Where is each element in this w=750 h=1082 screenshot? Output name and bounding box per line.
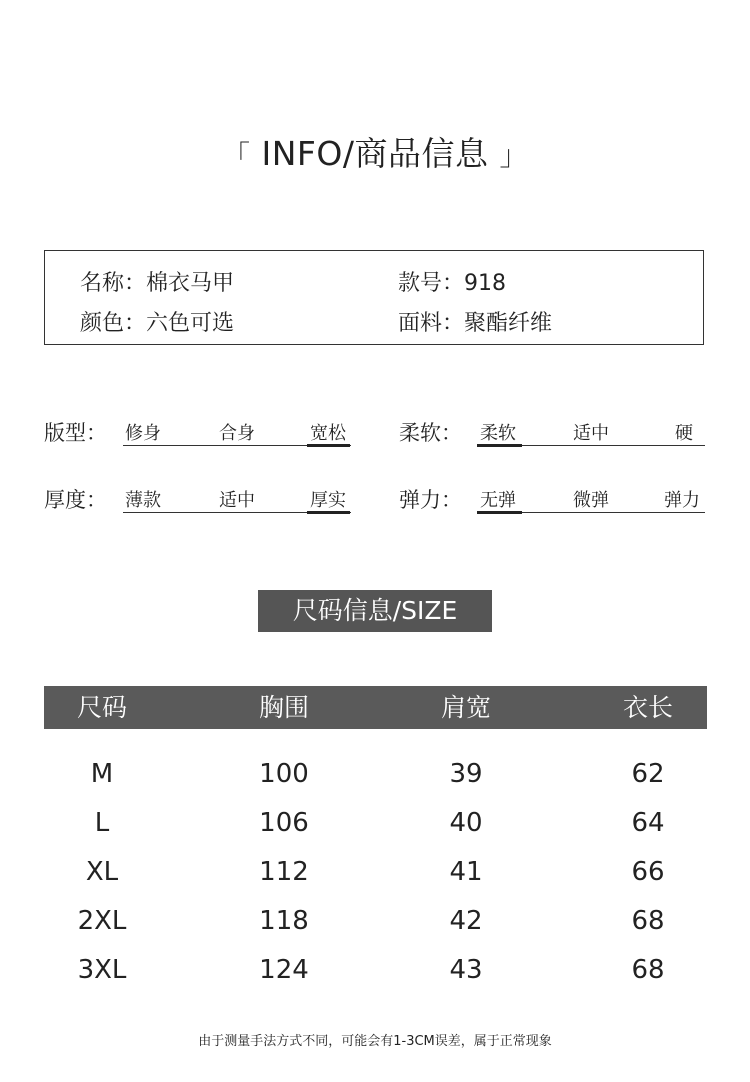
attr-softness-selected-marker	[477, 444, 522, 447]
info-fabric-value: 聚酯纤维	[464, 311, 553, 336]
size-table-header	[44, 686, 707, 729]
info-fabric	[398, 306, 552, 337]
table-cell: 39	[449, 759, 483, 789]
table-cell: 62	[631, 759, 665, 789]
attr-elasticity-option-2: 弹力	[664, 490, 700, 511]
table-cell: 66	[631, 857, 665, 887]
info-color	[80, 306, 234, 337]
attr-thickness-option-1: 适中	[219, 490, 255, 511]
attr-elasticity-option-1: 微弹	[573, 490, 609, 511]
table-cell: L	[94, 808, 110, 838]
attr-fit-option-1: 合身	[219, 423, 255, 444]
size-section-banner: 尺码信息/SIZE	[258, 590, 492, 632]
table-cell: 112	[259, 857, 309, 887]
attr-elasticity-label: 弹力：	[399, 488, 462, 512]
info-name-label: 名称：	[80, 271, 147, 296]
table-cell: 40	[449, 808, 483, 838]
open-bracket: 「	[221, 139, 251, 172]
attr-softness-label: 柔软：	[399, 421, 462, 445]
table-cell: 106	[259, 808, 309, 838]
info-style-value: 918	[464, 271, 507, 296]
attr-fit-option-2: 宽松	[310, 423, 346, 444]
table-cell: 68	[631, 955, 665, 985]
table-cell: M	[90, 759, 114, 789]
attr-fit-selected-marker	[307, 444, 350, 447]
title-text: INFO/商品信息	[261, 134, 489, 173]
info-color-label: 颜色：	[80, 311, 147, 336]
table-cell: 124	[259, 955, 309, 985]
table-cell: 42	[449, 906, 483, 936]
attr-thickness-option-0: 薄款	[125, 490, 161, 511]
info-name-value: 棉衣马甲	[146, 271, 235, 296]
attr-softness-option-0: 柔软	[480, 423, 516, 444]
page-title	[0, 128, 750, 175]
table-cell: 118	[259, 906, 309, 936]
attr-thickness-option-2: 厚实	[310, 490, 346, 511]
info-style	[398, 266, 506, 297]
close-bracket: 」	[499, 139, 529, 172]
table-cell: 64	[631, 808, 665, 838]
table-cell: 43	[449, 955, 483, 985]
attr-elasticity-selected-marker	[477, 511, 522, 514]
table-cell: 3XL	[77, 955, 127, 985]
header-chest: 胸围	[258, 693, 309, 722]
attr-thickness-selected-marker	[307, 511, 350, 514]
info-fabric-label: 面料：	[398, 311, 465, 336]
header-size: 尺码	[76, 693, 127, 722]
table-cell: 68	[631, 906, 665, 936]
table-cell: 41	[449, 857, 483, 887]
header-length: 衣长	[622, 693, 673, 722]
info-name	[80, 266, 234, 297]
table-cell: 2XL	[77, 906, 127, 936]
table-cell: 100	[259, 759, 309, 789]
attr-thickness-label: 厚度：	[44, 488, 107, 512]
attr-softness-option-1: 适中	[573, 423, 609, 444]
attr-elasticity-option-0: 无弹	[480, 490, 516, 511]
attr-softness-option-2: 硬	[675, 423, 693, 444]
info-style-label: 款号：	[398, 271, 465, 296]
attr-fit-option-0: 修身	[125, 423, 161, 444]
table-cell: XL	[85, 857, 119, 887]
info-color-value: 六色可选	[146, 311, 235, 336]
attr-fit-label: 版型：	[44, 421, 107, 445]
measurement-footnote: 由于测量手法方式不同，可能会有1-3CM误差，属于正常现象	[198, 1034, 552, 1049]
header-shoulder: 肩宽	[440, 693, 491, 722]
